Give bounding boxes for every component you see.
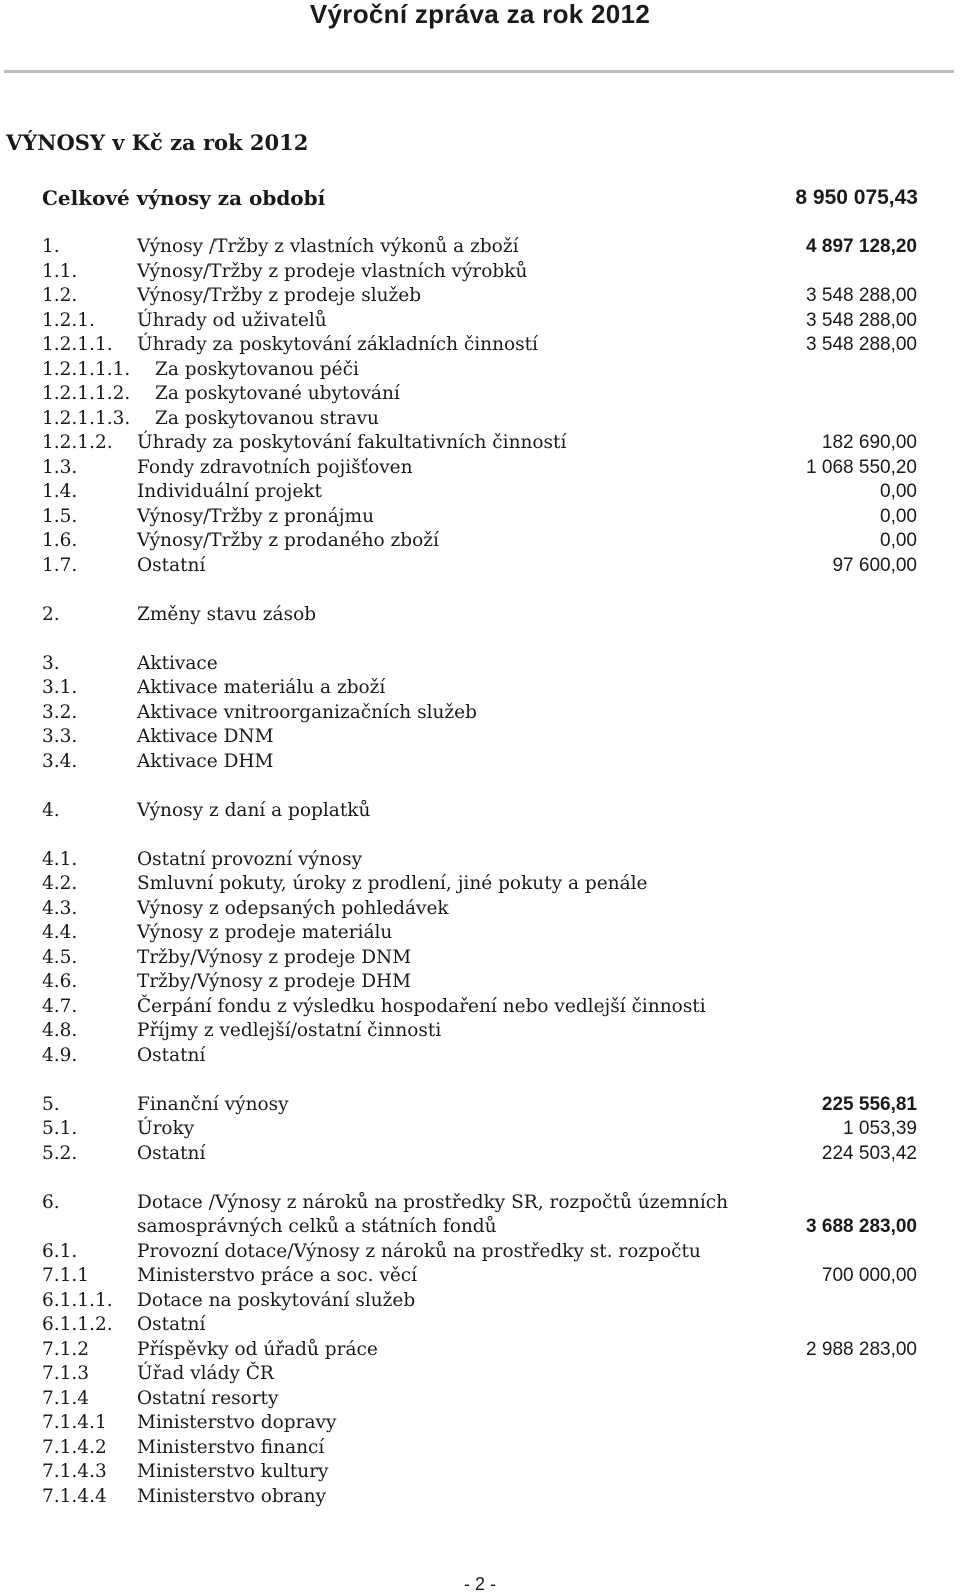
table-row <box>0 725 960 750</box>
total-revenue-amount: 8 950 075,43 <box>795 186 918 209</box>
table-row <box>0 1436 960 1461</box>
row-number: 1.1. <box>42 260 78 282</box>
row-amount: 700 000,00 <box>821 1265 917 1286</box>
row-amount: 3 548 288,00 <box>806 309 917 331</box>
table-row <box>0 1240 960 1265</box>
table-row <box>0 1264 960 1289</box>
row-number: 7.1.1 <box>42 1265 90 1286</box>
section-title: VÝNOSY v Kč za rok 2012 <box>6 130 309 155</box>
row-number: 1.2.1.1.1. <box>42 358 131 380</box>
row-amount: 3 688 283,00 <box>806 1216 917 1237</box>
row-number: 1.2.1.2. <box>42 432 113 453</box>
table-row <box>0 1411 960 1436</box>
table-row <box>0 946 960 971</box>
row-label: samosprávných celků a státních fondů <box>137 1216 497 1237</box>
header-divider <box>4 70 954 73</box>
row-label: Ostatní <box>137 1044 206 1066</box>
total-revenue-label: Celkové výnosy za období <box>42 186 326 210</box>
row-label: Úřad vlády ČR <box>137 1363 274 1384</box>
row-label: Čerpání fondu z výsledku hospodaření nebo vedlejší činnosti <box>137 995 706 1017</box>
table-row <box>0 897 960 922</box>
row-label: Ostatní <box>137 1142 206 1164</box>
row-number: 3.4. <box>42 750 78 772</box>
table-row <box>0 1117 960 1142</box>
row-number: 3. <box>42 652 60 674</box>
row-number: 4.5. <box>42 946 78 968</box>
row-label: Výnosy/Tržby z prodaného zboží <box>137 530 439 551</box>
row-label: Výnosy z odepsaných pohledávek <box>137 897 449 919</box>
row-label: Ostatní <box>137 1314 206 1335</box>
row-label: Ostatní provozní výnosy <box>137 848 363 870</box>
revenue-lines <box>0 235 960 1509</box>
row-label: Tržby/Výnosy z prodeje DHM <box>137 971 412 992</box>
table-row <box>0 652 960 677</box>
table-row <box>0 284 960 309</box>
table-row <box>0 1142 960 1167</box>
table-row <box>0 333 960 358</box>
table-row <box>0 1191 960 1216</box>
row-label: Tržby/Výnosy z prodeje DNM <box>137 946 412 968</box>
page-header-title: Výroční zpráva za rok 2012 <box>309 0 651 29</box>
row-number: 7.1.4.4 <box>42 1485 107 1507</box>
row-number: 1. <box>42 236 60 257</box>
row-number: 3.2. <box>42 701 78 723</box>
row-label: Finanční výnosy <box>137 1093 289 1115</box>
row-label: Ministerstvo dopravy <box>137 1412 337 1433</box>
row-label: Provozní dotace/Výnosy z nároků na prostředky st. rozpočtu <box>137 1240 701 1262</box>
row-number: 1.2.1. <box>42 309 95 331</box>
row-number: 4.3. <box>42 897 78 919</box>
row-label: Úhrady od uživatelů <box>137 309 327 331</box>
row-number: 5.2. <box>42 1142 78 1164</box>
row-number: 4.8. <box>42 1020 78 1041</box>
row-label: Příspěvky od úřadů práce <box>137 1338 378 1360</box>
row-amount: 1 068 550,20 <box>806 456 917 478</box>
table-row <box>0 1289 960 1314</box>
table-row <box>0 1338 960 1363</box>
table-row <box>0 554 960 579</box>
row-number: 1.5. <box>42 505 78 527</box>
row-label: Ostatní <box>137 554 206 576</box>
table-row <box>0 799 960 824</box>
row-number: 5.1. <box>42 1118 78 1139</box>
table-row <box>0 480 960 505</box>
row-label: Individuální projekt <box>137 481 322 502</box>
row-label: Ministerstvo financí <box>137 1436 325 1458</box>
row-label: Výnosy/Tržby z prodeje služeb <box>137 285 422 306</box>
spacer <box>0 823 960 848</box>
row-amount: 0,00 <box>880 505 917 527</box>
spacer <box>0 1166 960 1191</box>
row-number: 6. <box>42 1191 60 1213</box>
row-number: 4.7. <box>42 995 78 1017</box>
table-row <box>0 1019 960 1044</box>
row-label: Úhrady za poskytování základních činností <box>137 334 538 355</box>
row-number: 2. <box>42 603 60 625</box>
row-number: 6.1. <box>42 1240 78 1262</box>
row-number: 1.6. <box>42 530 78 551</box>
table-row <box>0 431 960 456</box>
row-label: Dotace /Výnosy z nároků na prostředky SR, rozpočtů územních <box>137 1191 729 1213</box>
row-label: Výnosy z prodeje materiálu <box>137 922 393 943</box>
row-number: 4.4. <box>42 922 78 943</box>
row-amount: 0,00 <box>880 481 917 502</box>
row-number: 1.7. <box>42 554 78 576</box>
row-number: 3.1. <box>42 677 78 698</box>
row-label: Příjmy z vedlejší/ostatní činnosti <box>137 1020 442 1041</box>
row-number: 4. <box>42 799 60 821</box>
row-label: Za poskytovanou stravu <box>155 407 379 429</box>
table-row <box>0 235 960 260</box>
table-row <box>0 1460 960 1485</box>
row-number: 4.1. <box>42 848 78 870</box>
table-row <box>0 407 960 432</box>
row-number: 7.1.4 <box>42 1387 90 1409</box>
row-label: Úhrady za poskytování fakultativních činností <box>137 432 567 453</box>
row-label: Ministerstvo práce a soc. věcí <box>137 1265 418 1286</box>
table-row <box>0 1093 960 1118</box>
row-number: 1.2.1.1. <box>42 334 113 355</box>
table-row <box>0 676 960 701</box>
row-amount: 97 600,00 <box>832 554 917 576</box>
table-row <box>0 701 960 726</box>
row-label: Dotace na poskytování služeb <box>137 1289 416 1311</box>
row-label: Aktivace vnitroorganizačních služeb <box>137 701 477 723</box>
row-label: Ministerstvo obrany <box>137 1485 327 1507</box>
page-number: - 2 - <box>463 1574 496 1594</box>
row-number: 4.9. <box>42 1044 78 1066</box>
row-label: Výnosy /Tržby z vlastních výkonů a zboží <box>137 236 519 257</box>
table-row <box>0 1387 960 1412</box>
row-number: 5. <box>42 1093 60 1115</box>
row-amount: 2 988 283,00 <box>806 1338 917 1360</box>
row-label: Výnosy/Tržby z prodeje vlastních výrobků <box>137 260 528 282</box>
row-number: 6.1.1.1. <box>42 1289 113 1311</box>
table-row <box>0 872 960 897</box>
row-label: Za poskytované ubytování <box>155 383 400 404</box>
table-row <box>0 1362 960 1387</box>
row-number: 4.6. <box>42 971 78 992</box>
row-label: Aktivace DHM <box>137 750 274 772</box>
row-number: 4.2. <box>42 873 78 894</box>
row-label: Ministerstvo kultury <box>137 1461 329 1482</box>
table-row <box>0 505 960 530</box>
row-number: 6.1.1.2. <box>42 1314 113 1335</box>
row-amount: 1 053,39 <box>843 1118 917 1139</box>
table-row <box>0 750 960 775</box>
table-row <box>0 603 960 628</box>
spacer <box>0 578 960 603</box>
row-amount: 3 548 288,00 <box>806 334 917 355</box>
table-row <box>0 1313 960 1338</box>
row-number: 7.1.4.1 <box>42 1412 107 1433</box>
table-row <box>0 456 960 481</box>
spacer <box>0 1068 960 1093</box>
row-number: 1.2.1.1.3. <box>42 407 131 429</box>
row-amount: 0,00 <box>880 530 917 551</box>
row-label: Za poskytovanou péči <box>155 358 359 380</box>
row-label: Ostatní resorty <box>137 1387 279 1409</box>
table-row <box>0 921 960 946</box>
row-number: 1.4. <box>42 481 78 502</box>
spacer <box>0 774 960 799</box>
table-row <box>0 1044 960 1069</box>
row-label: Fondy zdravotních pojišťoven <box>137 456 413 478</box>
table-row <box>0 1485 960 1510</box>
row-number: 1.2. <box>42 285 78 306</box>
row-number: 7.1.4.2 <box>42 1436 107 1458</box>
table-row <box>0 260 960 285</box>
total-revenue-row <box>42 185 918 211</box>
row-label: Výnosy/Tržby z pronájmu <box>137 505 374 527</box>
row-label: Aktivace materiálu a zboží <box>137 677 386 698</box>
row-label: Změny stavu zásob <box>137 603 317 625</box>
table-row <box>0 382 960 407</box>
row-amount: 4 897 128,20 <box>806 236 917 257</box>
table-row <box>0 995 960 1020</box>
row-number: 7.1.2 <box>42 1338 90 1360</box>
row-number: 7.1.4.3 <box>42 1461 107 1482</box>
row-number: 1.3. <box>42 456 78 478</box>
table-row <box>0 848 960 873</box>
row-amount: 3 548 288,00 <box>806 285 917 306</box>
row-amount: 225 556,81 <box>821 1093 917 1115</box>
row-amount: 182 690,00 <box>821 432 917 453</box>
row-label: Úroky <box>137 1118 195 1139</box>
row-number: 7.1.3 <box>42 1363 90 1384</box>
table-row <box>0 529 960 554</box>
row-amount: 224 503,42 <box>821 1142 917 1164</box>
table-row <box>0 358 960 383</box>
row-number: 3.3. <box>42 726 78 747</box>
table-row <box>0 1215 960 1240</box>
table-row <box>0 970 960 995</box>
row-number: 1.2.1.1.2. <box>42 383 131 404</box>
row-label: Aktivace <box>137 652 218 674</box>
row-label: Aktivace DNM <box>137 726 274 747</box>
table-row <box>0 309 960 334</box>
row-label: Smluvní pokuty, úroky z prodlení, jiné pokuty a penále <box>137 873 648 894</box>
row-label: Výnosy z daní a poplatků <box>137 799 371 821</box>
spacer <box>0 627 960 652</box>
